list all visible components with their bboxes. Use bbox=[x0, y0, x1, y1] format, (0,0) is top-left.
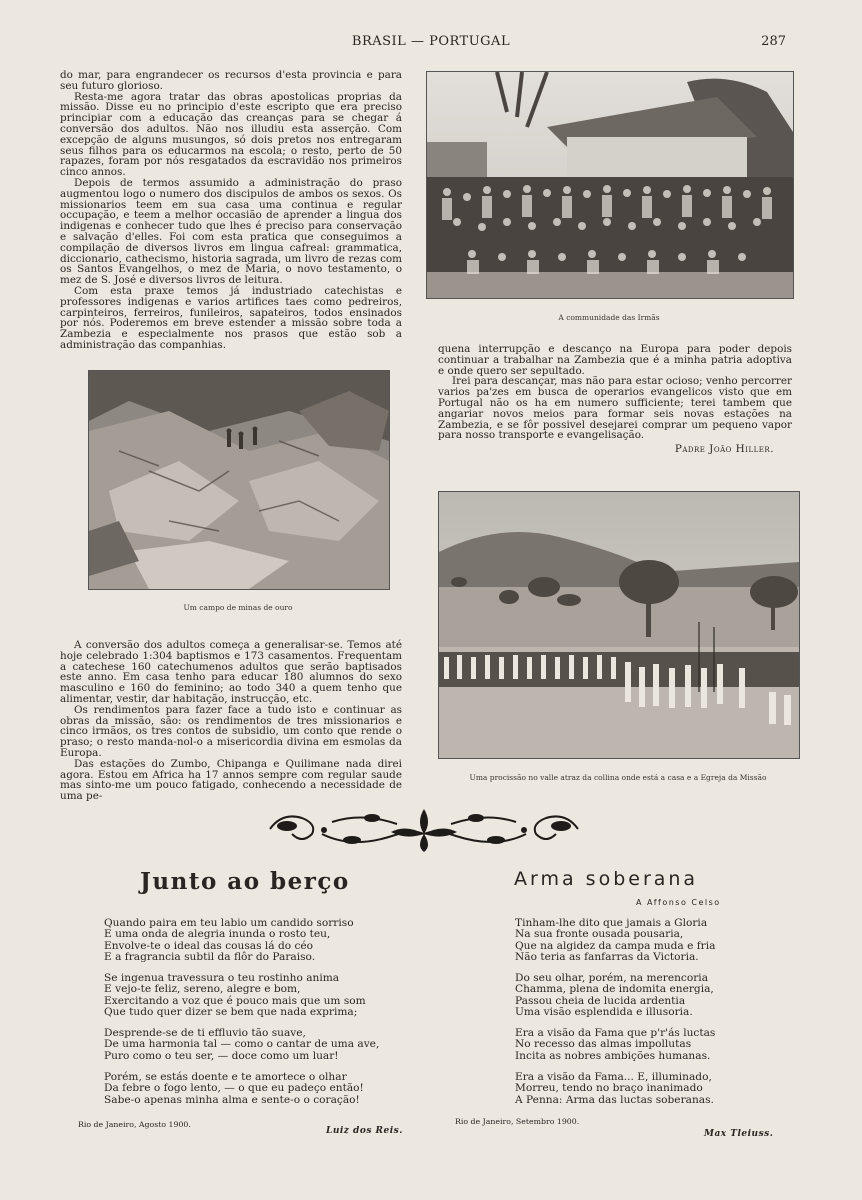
paragraph: Das estações do Zumbo, Chipanga e Quilimane nada direi agora. Estou em Africa ha 17 annos sempre com regular saude mas sinto-me um pouco fatigado, conhecendo a necessidade de uma pe- bbox=[60, 757, 402, 803]
verse-line: Era a visão da Fama que p'r'ás luctas bbox=[515, 1027, 716, 1039]
verse-line: Quando paira em teu labio um candido sorriso bbox=[104, 917, 354, 929]
floral-ornament-divider bbox=[262, 804, 586, 854]
verse-line: E vejo-te feliz, sereno, alegre e bom, bbox=[104, 983, 301, 996]
poem-left-stanza bbox=[104, 1072, 364, 1106]
photo-procession-image bbox=[439, 492, 799, 758]
caption-photo-gold-mine: Um campo de minas de ouro bbox=[183, 603, 293, 612]
paragraph: A conversão dos adultos começa a generalisar-se. Temos até hoje celebrado 1:304 baptismos e 173 casamentos. Frequentam a catechese 160 catechumenos adultos que serão baptisados este anno. Em casa tenho para educar 180 alumnos do sexo masculino e 160 do feminino; ao todo 340 a quem tenho que alimentar, vestir, dar habitação, instrucção, etc. bbox=[60, 639, 402, 705]
verse-line: Desprende-se de ti effluvio tão suave, bbox=[104, 1027, 306, 1039]
verse-line: E uma onda de alegria inunda o rosto teu, bbox=[104, 928, 331, 941]
verse-line: De uma harmonia tal — como o cantar de uma ave, bbox=[104, 1038, 380, 1051]
verse-line: Puro como o teu ser, — doce como um luar! bbox=[104, 1049, 339, 1062]
poem-left-stanza bbox=[104, 973, 366, 1019]
paragraph: quena interrupção e descanço na Europa para poder depois continuar a trabalhar na Zambezia que é a minha patria adoptiva e onde quero ser sepultado. bbox=[438, 343, 792, 377]
verse-line: Era a visão da Fama... E, illuminado, bbox=[515, 1071, 712, 1083]
photo-community-image bbox=[427, 72, 793, 298]
article-signature: Padre João Hiller. bbox=[674, 443, 774, 456]
poem-right-stanza bbox=[515, 1028, 715, 1062]
verse-line: Passou cheia de lucida ardentia bbox=[515, 994, 686, 1007]
paragraph: Os rendimentos para fazer face a tudo isto e continuar as obras da missão, são: os rendimentos de tres missionarios e cinco irmãos, os tres contos de subsidio, um conto que rende o praso; o resto manda-nol-o a misericordia divina em esmolas da Europa. bbox=[60, 703, 402, 759]
paragraph: Irei para descançar, mas não para estar ocioso; venho percorrer varios pa'zes em busca de operarios evangelicos visto que em Portugal não os ha em numero sufficiente; terei tambem que angariar novos meios para formar seis novas estações na Zambezia, e se fôr possivel desejarei comprar um pequeno vapor para nosso transporte e evangelisação. bbox=[438, 375, 792, 442]
verse-line: Chamma, plena de indomita energia, bbox=[515, 983, 714, 996]
poem-left-stanza bbox=[104, 1028, 379, 1062]
verse-line: Tinham-lhe dito que jamais a Gloria bbox=[515, 917, 708, 929]
verse-line: Que tudo quer dizer se bem que nada exprima; bbox=[104, 1006, 358, 1019]
paragraph: Com esta praxe temos já industriado catechistas e professores indigenas e varios artifices taes como pedreiros, carpinteiros, ferreiros, funileiros, sapateiros, todos ensinados por nós. Poderemos em breve estender a missão sobre toda a Zambezia e especialmente nos prasos que estão sob a administração das companhias. bbox=[60, 284, 402, 351]
poem-dedication: A Affonso Celso bbox=[636, 898, 721, 907]
poem-right-stanza bbox=[515, 1072, 714, 1106]
poem-title-junto-ao-berco: Junto ao berço bbox=[140, 868, 350, 895]
verse-line: Uma visão esplendida e illusoria. bbox=[515, 1006, 693, 1019]
poem-left-author: Luiz dos Reis. bbox=[326, 1126, 403, 1136]
verse-line: Morreu, tendo no braço inanimado bbox=[515, 1082, 703, 1095]
verse-line: Porém, se estás doente e te amortece o olhar bbox=[104, 1071, 347, 1083]
verse-line: Se ingenua travessura o teu rostinho anima bbox=[104, 972, 340, 984]
poem-title-arma-soberana: Arma soberana bbox=[514, 868, 699, 890]
photo-procession-valley bbox=[438, 491, 800, 759]
verse-line: No recesso das almas impollutas bbox=[515, 1038, 692, 1051]
left-column-bottom-text bbox=[60, 640, 402, 802]
verse-line: Não teria as fanfarras da Victoria. bbox=[515, 951, 699, 964]
verse-line: Do seu olhar, porém, na merencoria bbox=[515, 972, 709, 984]
photo-gold-mine-field bbox=[88, 370, 390, 590]
photo-gold-mine-image bbox=[89, 371, 389, 589]
page-number: 287 bbox=[761, 34, 786, 49]
paragraph: do mar, para engrandecer os recursos d'esta provincia e para seu futuro glorioso. bbox=[60, 69, 402, 92]
poem-right-stanza bbox=[515, 918, 715, 964]
caption-photo-community: A communidade das Irmãs bbox=[558, 313, 660, 322]
verse-line: Na sua fronte ousada pousaria, bbox=[515, 928, 684, 941]
verse-line: Exercitando a voz que é pouco mais que um som bbox=[104, 994, 366, 1007]
poem-right-stanza bbox=[515, 973, 714, 1019]
verse-line: E a fragrancia subtil da flôr do Paraiso. bbox=[104, 951, 316, 964]
poem-left-place-date: Rio de Janeiro, Agosto 1900. bbox=[78, 1120, 191, 1129]
floral-ornament-icon bbox=[262, 804, 586, 854]
poem-right-place-date: Rio de Janeiro, Setembro 1900. bbox=[455, 1117, 580, 1126]
caption-photo-procession: Uma procissão no valle atraz da collina onde está a casa e a Egreja da Missão bbox=[469, 773, 767, 782]
verse-line: Que na algidez da campa muda e fria bbox=[515, 939, 716, 952]
right-column-mid-text bbox=[438, 344, 792, 455]
paragraph: Depois de termos assumido a administração do praso augmentou logo o numero dos discipulos de ambos os sexos. Os missionarios teem em sua casa uma continua e regular occupação, e teem a melhor occasião de aprender a lingua dos indigenas e conhecer tudo que lhes é preciso para conservação e salvação d'elles. Foi com esta pratica que conseguimos a compilação de diversos livros em lingua cafreal: grammatica, diccionario, cathecismo, historia sagrada, um livro de rezas com os Santos Evangelhos, o mez de Maria, o novo testamento, o mez de S. José e diversos livros de leitura. bbox=[60, 176, 402, 287]
verse-line: Da febre o fogo lento, — o que eu padeço então! bbox=[104, 1082, 364, 1095]
verse-line: Incita as nobres ambições humanas. bbox=[515, 1049, 711, 1062]
photo-community-of-sisters bbox=[426, 71, 794, 299]
verse-line: Sabe-o apenas minha alma e sente-o o coração! bbox=[104, 1093, 360, 1106]
left-column-top-text bbox=[60, 70, 402, 351]
verse-line: A Penna: Arma das luctas soberanas. bbox=[515, 1093, 714, 1106]
running-header: BRASIL — PORTUGAL bbox=[351, 34, 511, 49]
paragraph: Resta-me agora tratar das obras apostolicas proprias da missão. Disse eu no principio d'este escripto que era preciso principiar com a educação das creanças para se chegar á conversão dos adultos. Não nos illudiu esta asserção. Com excepção de alguns musungos, só dois pretos nos entregaram seus filhos para os educarmos na escola; o resto, perto de 50 rapazes, foram por nós resgatados da escravidão nos primeiros cinco annos. bbox=[60, 90, 402, 179]
poem-left-stanza bbox=[104, 918, 354, 964]
poem-right-author: Max Tleiuss. bbox=[704, 1129, 774, 1139]
verse-line: Envolve-te o ideal das cousas lá do céo bbox=[104, 939, 314, 952]
